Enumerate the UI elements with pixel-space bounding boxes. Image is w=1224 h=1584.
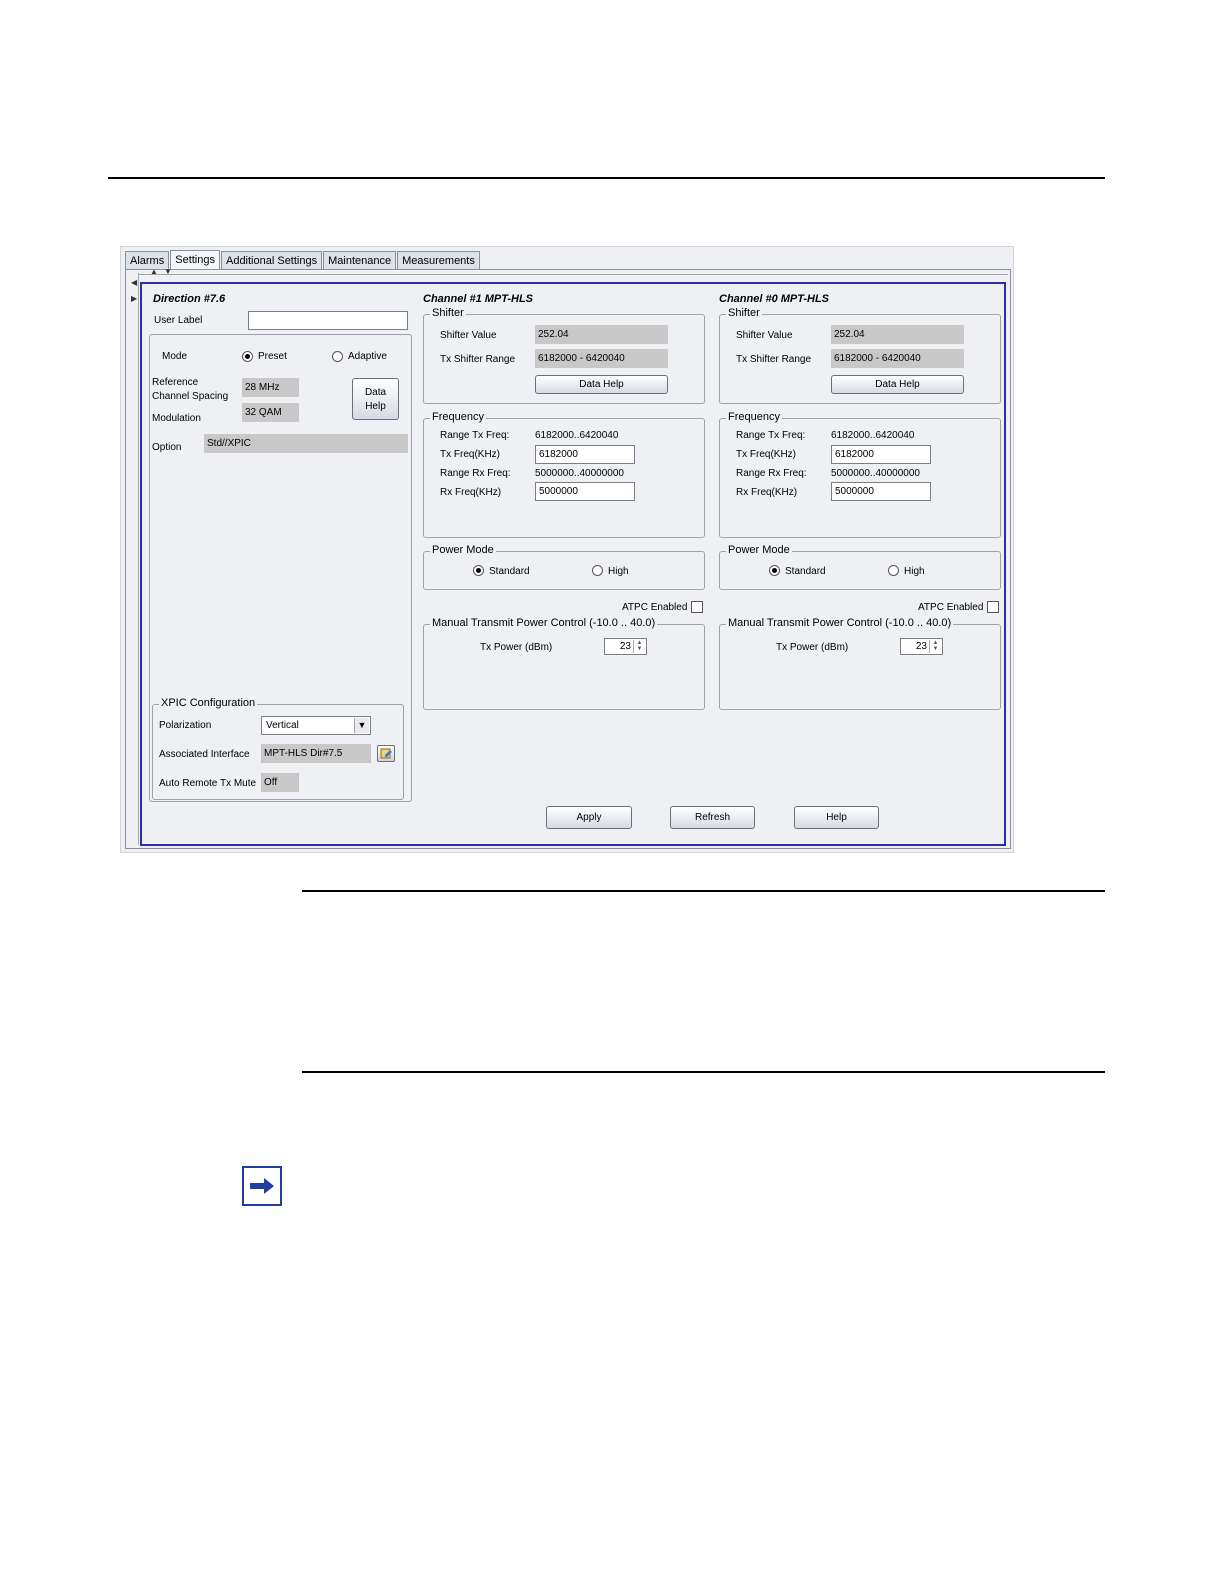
- channel-1-range-rx: 5000000..40000000: [535, 468, 624, 479]
- settings-panel: [125, 269, 1011, 849]
- modulation-label: Modulation: [152, 413, 201, 424]
- xpic-config-legend: XPIC Configuration: [161, 697, 256, 709]
- channel-0-high-label: High: [904, 566, 925, 577]
- spinner-arrows-icon[interactable]: ▲ ▼: [633, 640, 645, 653]
- mode-label: Mode: [162, 351, 188, 362]
- channel-spacing-label: Channel Spacing: [152, 391, 229, 402]
- channel-0-tx-shifter-range: 6182000 - 6420040: [831, 349, 964, 368]
- mode-preset-radio[interactable]: [242, 351, 253, 362]
- direction-title: Direction #7.6: [153, 293, 226, 305]
- auto-remote-mute-label: Auto Remote Tx Mute: [159, 778, 257, 789]
- collapse-left-icon[interactable]: ◀: [131, 278, 138, 287]
- tab-additional-settings[interactable]: Additional Settings: [221, 251, 322, 270]
- scroll-up-icon[interactable]: ▲: [150, 267, 158, 276]
- channel-0-power-mode-group: [719, 544, 1001, 590]
- channel-1-high-radio[interactable]: [592, 565, 603, 576]
- scroll-down-icon[interactable]: ▼: [164, 267, 172, 276]
- reference-label: Reference: [152, 377, 199, 388]
- channel-0-shifter-value-label: Shifter Value: [736, 330, 793, 341]
- channel-1-frequency-legend: Frequency: [432, 411, 484, 423]
- channel-0-mtpc-group: [719, 617, 1001, 710]
- apply-button[interactable]: Apply: [546, 806, 632, 829]
- channel-1-rx-freq-label: Rx Freq(KHz): [440, 487, 502, 498]
- channel-0-high-radio[interactable]: [888, 565, 899, 576]
- channel-0-mtpc-legend: Manual Transmit Power Control (-10.0 .. 40.0): [728, 617, 952, 629]
- page-top-rule: [108, 177, 1105, 179]
- channel-0-shifter-group: [719, 307, 1001, 404]
- channel-0-title: Channel #0 MPT-HLS: [719, 293, 830, 305]
- user-label-label: User Label: [154, 315, 203, 326]
- data-help-line1: Data: [364, 387, 387, 398]
- channel-0-rx-freq-label: Rx Freq(KHz): [736, 487, 798, 498]
- channel-1-range-tx: 6182000..6420040: [535, 430, 619, 441]
- modulation-value: 32 QAM: [242, 403, 299, 422]
- channel-1-tx-freq-input[interactable]: 6182000: [535, 445, 635, 464]
- channel-1-high-label: High: [608, 566, 629, 577]
- chevron-down-icon[interactable]: ▼: [354, 718, 369, 733]
- tab-measurements[interactable]: Measurements: [397, 251, 480, 270]
- channel-0-atpc-label: ATPC Enabled: [918, 602, 984, 613]
- channel-0-range-tx: 6182000..6420040: [831, 430, 915, 441]
- associated-interface-value: MPT-HLS Dir#7.5: [261, 744, 371, 763]
- refresh-button[interactable]: Refresh: [670, 806, 755, 829]
- channel-0-standard-radio[interactable]: [769, 565, 780, 576]
- associated-interface-label: Associated Interface: [159, 749, 250, 760]
- channel-1-title: Channel #1 MPT-HLS: [423, 293, 534, 305]
- channel-0-range-rx-label: Range Rx Freq:: [736, 468, 807, 479]
- channel-0-rx-freq-input[interactable]: 5000000: [831, 482, 931, 501]
- channel-0-frequency-group: [719, 411, 1001, 538]
- channel-1-tx-shifter-range-label: Tx Shifter Range: [440, 354, 516, 365]
- tab-settings[interactable]: Settings: [170, 250, 220, 271]
- channel-1-mtpc-legend: Manual Transmit Power Control (-10.0 .. 40.0): [432, 617, 656, 629]
- channel-0-atpc-checkbox[interactable]: [987, 601, 999, 613]
- note-arrow-icon: [242, 1166, 282, 1206]
- option-value: Std//XPIC: [204, 434, 408, 453]
- edit-icon[interactable]: [377, 745, 395, 762]
- channel-1-standard-radio[interactable]: [473, 565, 484, 576]
- auto-remote-mute-value: Off: [261, 773, 299, 792]
- channel-1-range-rx-label: Range Rx Freq:: [440, 468, 511, 479]
- tab-alarms[interactable]: Alarms: [125, 251, 169, 270]
- channel-0-tx-power-spinner[interactable]: [900, 638, 943, 655]
- channel-0-power-mode-legend: Power Mode: [728, 544, 790, 556]
- channel-1-atpc-checkbox[interactable]: [691, 601, 703, 613]
- channel-1-shifter-group: [423, 307, 705, 404]
- expand-right-icon[interactable]: ▶: [131, 294, 138, 303]
- rule-lower: [302, 1071, 1105, 1073]
- channel-1-power-mode-group: [423, 544, 705, 590]
- channel-1-shifter-value: 252.04: [535, 325, 668, 344]
- channel-spacing-value: 28 MHz: [242, 378, 299, 397]
- channel-1-shifter-legend: Shifter: [432, 307, 464, 319]
- option-label: Option: [152, 442, 182, 453]
- mode-adaptive-radio[interactable]: [332, 351, 343, 362]
- channel-1-range-tx-label: Range Tx Freq:: [440, 430, 510, 441]
- channel-1-power-mode-legend: Power Mode: [432, 544, 494, 556]
- channel-1-rx-freq-input[interactable]: 5000000: [535, 482, 635, 501]
- channel-1-standard-label: Standard: [489, 566, 530, 577]
- xpic-config-group: [152, 697, 404, 800]
- channel-1-tx-power-label: Tx Power (dBm): [480, 642, 553, 653]
- channel-0-tx-freq-label: Tx Freq(KHz): [736, 449, 796, 460]
- settings-frame: [140, 282, 1006, 846]
- channel-1-atpc-label: ATPC Enabled: [622, 602, 688, 613]
- channel-1-tx-shifter-range: 6182000 - 6420040: [535, 349, 668, 368]
- channel-0-range-tx-label: Range Tx Freq:: [736, 430, 806, 441]
- polarization-value: Vertical: [266, 720, 299, 731]
- channel-1-tx-power-spinner[interactable]: [604, 638, 647, 655]
- help-button[interactable]: Help: [794, 806, 879, 829]
- polarization-label: Polarization: [159, 720, 212, 731]
- channel-0-tx-shifter-range-label: Tx Shifter Range: [736, 354, 812, 365]
- channel-0-standard-label: Standard: [785, 566, 826, 577]
- channel-1-frequency-group: [423, 411, 705, 538]
- left-rail: [129, 273, 139, 845]
- polarization-select[interactable]: [261, 716, 371, 735]
- mode-preset-label: Preset: [258, 351, 287, 362]
- mode-adaptive-label: Adaptive: [348, 351, 387, 362]
- channel-1-tx-power-value: 23: [619, 641, 631, 652]
- channel-1-data-help-button[interactable]: Data Help: [535, 375, 668, 394]
- data-help-button[interactable]: [352, 378, 399, 420]
- tab-maintenance[interactable]: Maintenance: [323, 251, 396, 270]
- channel-0-shifter-legend: Shifter: [728, 307, 760, 319]
- channel-0-shifter-value: 252.04: [831, 325, 964, 344]
- rule-upper: [302, 890, 1105, 892]
- channel-0-tx-power-value: 23: [915, 641, 927, 652]
- channel-1-shifter-value-label: Shifter Value: [440, 330, 497, 341]
- data-help-line2: Help: [365, 401, 386, 412]
- settings-window: [120, 246, 1014, 853]
- user-label-input[interactable]: [248, 311, 408, 330]
- channel-0-range-rx: 5000000..40000000: [831, 468, 920, 479]
- channel-0-frequency-legend: Frequency: [728, 411, 780, 423]
- channel-1-tx-freq-label: Tx Freq(KHz): [440, 449, 500, 460]
- tab-bar: [125, 251, 481, 269]
- channel-0-tx-freq-input[interactable]: 6182000: [831, 445, 931, 464]
- spinner-arrows-icon[interactable]: ▲ ▼: [929, 640, 941, 653]
- channel-1-mtpc-group: [423, 617, 705, 710]
- channel-0-tx-power-label: Tx Power (dBm): [776, 642, 849, 653]
- direction-config-group: [149, 334, 412, 802]
- top-divider: [138, 274, 1008, 275]
- channel-0-data-help-button[interactable]: Data Help: [831, 375, 964, 394]
